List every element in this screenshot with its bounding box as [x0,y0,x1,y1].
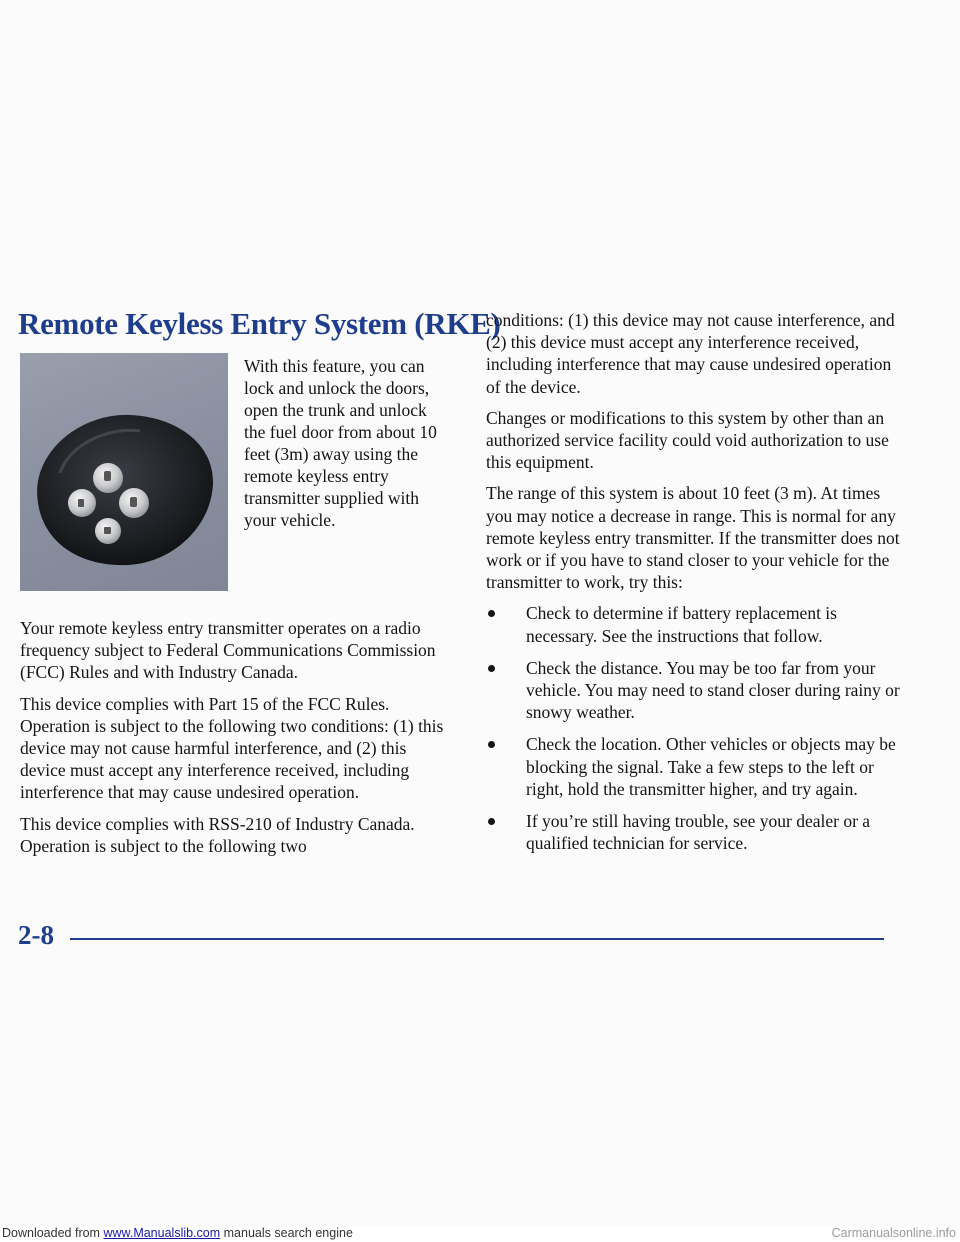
part15-paragraph: This device complies with Part 15 of the FCC Rules. Operation is subject to the following two conditions: (1) this device may not cause harmful interference, and (2) this device must accept any interference received, including interference that may cause undesired operation. [20,693,444,803]
range-paragraph: The range of this system is about 10 feet (3 m). At times you may notice a decrease in range. This is normal for any remote keyless entry transmitter. If the transmitter does not work or if you have to stand closer to your vehicle for the transmitter to work, try this: [486,483,900,593]
watermark: Carmanualsonline.info [831,1226,956,1240]
download-footer [0,1226,960,1242]
bullet-icon [488,741,495,748]
rss210-paragraph: This device complies with RSS-210 of Industry Canada. Operation is subject to the following two [20,813,415,856]
left-column [20,617,452,866]
fcc-paragraph: Your remote keyless entry transmitter operates on a radio frequency subject to Federal Communications Commission (FCC) Rules and with Industry Canada. [20,618,436,683]
manualslib-link[interactable]: www.Manualslib.com [103,1226,221,1240]
right-column [486,309,904,864]
list-item: If you’re still having trouble, see your dealer or a qualified technician for service. [486,810,904,854]
troubleshooting-list [486,602,904,854]
bullet-icon [488,818,495,825]
bullet-icon [488,665,495,672]
list-item: Check the distance. You may be too far from your vehicle. You may need to stand closer during rainy or snowy weather. [486,657,904,724]
key-fob-icon [20,353,228,591]
intro-paragraph: With this feature, you can lock and unlock the doors, open the trunk and unlock the fuel door from about 10 feet (3m) away using the remote keyless entry transmitter supplied with your vehicle. [244,356,437,530]
footer-credit: Downloaded from www.Manualslib.com manuals search engine [2,1226,353,1240]
section-title: Remote Keyless Entry System (RKE) [18,306,501,341]
footer-rule [70,938,884,940]
list-item: Check to determine if battery replacement is necessary. See the instructions that follow. [486,602,904,646]
changes-paragraph: Changes or modifications to this system by other than an authorized service facility could void authorization to use this equipment. [486,407,889,473]
key-fob-photo [20,353,228,591]
bullet-icon [488,610,495,617]
list-item: Check the location. Other vehicles or objects may be blocking the signal. Take a few steps to the left or right, hold the transmitter higher, and try again. [486,733,904,800]
conditions-paragraph: conditions: (1) this device may not cause interference, and (2) this device must accept any interference received, including interference that may cause undesired operation of the device. [486,310,895,397]
page-number: 2-8 [18,920,54,950]
